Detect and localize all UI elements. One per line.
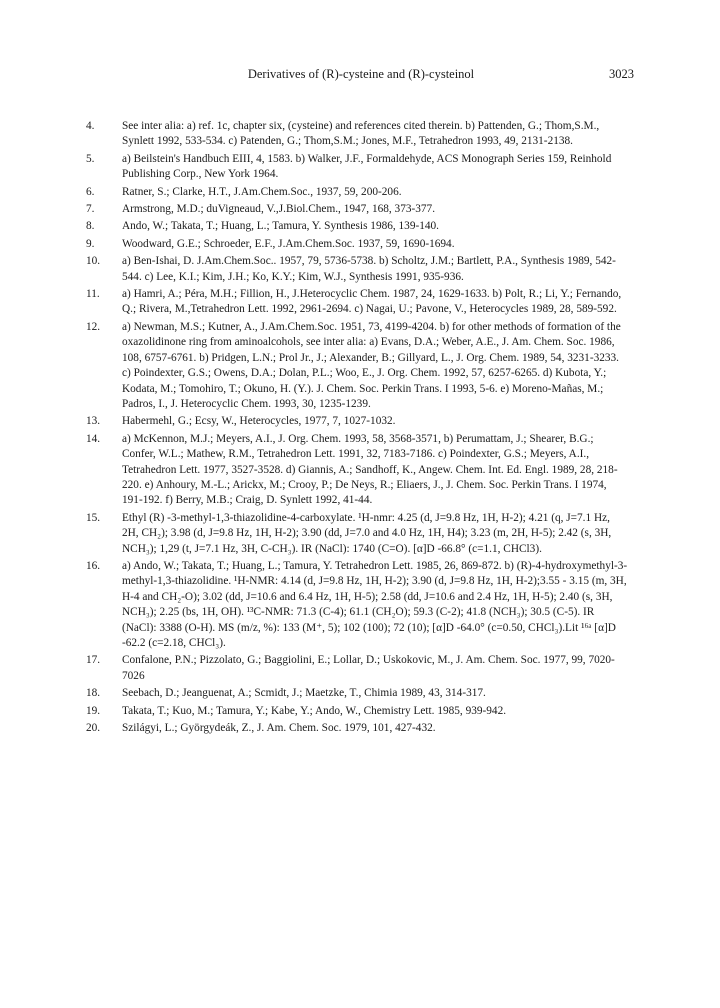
reference-number: 17. [86, 654, 101, 667]
reference-item [86, 287, 628, 318]
reference-item [86, 320, 628, 412]
reference-item [86, 653, 628, 684]
reference-number: 6. [86, 185, 95, 198]
reference-number: 19. [86, 704, 101, 717]
reference-number: 8. [86, 220, 95, 233]
reference-item [86, 202, 628, 217]
reference-number: 15. [86, 511, 101, 524]
reference-text: a) Newman, M.S.; Kutner, A., J.Am.Chem.Soc. 1951, 73, 4199-4204. b) for other methods of formation of the oxazolidinone ring from aminoalcohols, see inter alia: a) Evans, D.A.; Weber, A.E., J. Am. Chem. Soc. 1986, 108, 6757-6761. b) Pridgen, L.N.; Prol Jr., J.; Alexander, B.; Gillyard, L., J. Org. Chem. 1989, 54, 3231-3233. c) Poindexter, G.S.; Owens, D.A.; Dolan, P.L.; Woo, E., J. Org. Chem. 1992, 57, 6257-6265. d) Kubota, Y.; Kodata, M.; Tomohiro, T.; Okuno, H. (Y.). J. Chem. Soc. Perkin Trans. I 1993, 5-6. e) Moreno-Mañas, M.; Padros, I., J. Heterocyclic Chem. 1993, 30, 1235-1239. [122, 320, 621, 410]
reference-text: a) Hamri, A.; Péra, M.H.; Fillion, H., J.Heterocyclic Chem. 1987, 24, 1629-1633. b) Polt, R.; Li, Y.; Fernando, Q.; Rivera, M.,Tetrahedron Lett. 1992, 2961-2694. c) Nagai, U.; Pavone, V., Heterocycles 1989, 28, 589-592. [122, 288, 622, 316]
reference-number: 4. [86, 120, 95, 132]
reference-number: 12. [86, 320, 101, 333]
reference-number: 20. [86, 722, 101, 735]
reference-item [86, 704, 628, 719]
reference-number: 13. [86, 415, 101, 428]
reference-text: Ethyl (R) -3-methyl-1,3-thiazolidine-4-carboxylate. ¹H-nmr: 4.25 (d, J=9.8 Hz, 1H, H-2); 4.21 (q, J=7.1 Hz, 2H, CH₂); 3.98 (d, J=9.8 Hz, 1H, H-2); 3.90 (dd, J=7.0 and 4.0 Hz, 1H, H4); 3.23 (m, 2H, H-5); 2.42 (s, 3H, NCH₃); 1,29 (t, J=7.1 Hz, 3H, C-CH₃). IR (NaCl): 1740 (C=O). [α]D -66.8° (c=1.1, CHCl3). [122, 511, 612, 555]
reference-text: Ando, W.; Takata, T.; Huang, L.; Tamura, Y. Synthesis 1986, 139-140. [122, 220, 440, 233]
reference-number: 10. [86, 255, 101, 268]
reference-item [86, 152, 628, 183]
reference-text: Szilágyi, L.; Györgydeák, Z., J. Am. Chem. Soc. 1979, 101, 427-432. [122, 722, 436, 735]
reference-number: 7. [86, 203, 95, 216]
reference-number: 18. [86, 687, 101, 700]
reference-item [86, 511, 628, 557]
reference-item [86, 686, 628, 701]
reference-item [86, 432, 628, 509]
reference-number: 14. [86, 432, 101, 445]
reference-text: Seebach, D.; Jeanguenat, A.; Scmidt, J.; Maetzke, T., Chimia 1989, 43, 314-317. [122, 687, 486, 700]
reference-text: Ratner, S.; Clarke, H.T., J.Am.Chem.Soc., 1937, 59, 200-206. [122, 185, 402, 198]
reference-item [86, 237, 628, 252]
page-number: 3023 [609, 67, 634, 81]
reference-number: 5. [86, 152, 95, 165]
reference-text: Woodward, G.E.; Schroeder, E.F., J.Am.Chem.Soc. 1937, 59, 1690-1694. [122, 237, 455, 250]
reference-text: Takata, T.; Kuo, M.; Tamura, Y.; Kabe, Y.; Ando, W., Chemistry Lett. 1985, 939-942. [122, 704, 507, 717]
reference-text: a) Beilstein's Handbuch EIII, 4, 1583. b) Walker, J.F., Formaldehyde, ACS Monograph Series 159, Reinhold Publishing Corp., New York 1964. [122, 152, 612, 181]
reference-text: a) Ando, W.; Takata, T.; Huang, L.; Tamura, Y. Tetrahedron Lett. 1985, 26, 869-872. b) (R)-4-hydroxymethyl-3-methyl-1,3-thiazolidine. ¹H-NMR: 4.14 (d, J=9.8 Hz, 1H, H-2); 3.90 (d, J=9.8 Hz, 1H, H-2);3.55 - 3.15 (m, 3H, H-4 and CH₂-O); 3.02 (dd, J=10.6 and 6.4 Hz, 1H, H-5); 2.58 (dd, J=10.6 and 2.4 Hz, 1H, H-5); 2.40 (s, 3H, NCH₃); 2.25 (bs, 1H, OH). ¹³C-NMR: 71.3 (C-4); 61.1 (CH₂O); 59.3 (C-2); 41.8 (NCH₃); 30.5 (C-5). IR (NaCl): 3388 (O-H). MS (m/z, %): 133 (M⁺, 5); 102 (100); 72 (10); [α]D -64.0° (c=0.50, CHCl₃).Lit ¹⁶ᵃ [α]D -62.2 (c=2.18, CHCl₃). [122, 559, 628, 649]
reference-number: 11. [86, 288, 100, 301]
reference-item [86, 119, 628, 150]
reference-item [86, 254, 628, 285]
reference-item [86, 414, 628, 429]
reference-number: 9. [86, 237, 95, 250]
running-title: Derivatives of (R)-cysteine and (R)-cysteinol [247, 67, 475, 81]
reference-number: 16. [86, 559, 101, 572]
reference-item [86, 559, 628, 651]
reference-text: a) McKennon, M.J.; Meyers, A.I., J. Org. Chem. 1993, 58, 3568-3571, b) Perumattam, J.; Shearer, B.G.; Confer, W.L.; Mathew, R.M., Tetrahedron Lett. 1991, 32, 7183-7186. c) Poindexter, G.S.; Meyers, A.I., Tetrahedron Lett. 1977, 3527-3528. d) Giannis, A.; Sandhoff, K., Angew. Chem. Int. Ed. Engl. 1989, 28, 218-220. e) Anhoury, M.-L.; Arickx, M.; Crooy, P.; De Neys, R.; Eliaers, J., J. Chem. Soc. Perkin Trans. I 1974, 191-192. f) Berry, M.B.; Craig, D. Synlett 1992, 41-44. [122, 432, 618, 507]
reference-text: a) Ben-Ishai, D. J.Am.Chem.Soc.. 1957, 79, 5736-5738. b) Scholtz, J.M.; Bartlett, P.A., Synthesis 1989, 542-544. c) Lee, K.I.; Kim, J.H.; Ko, K.Y.; Kim, W.J., Synthesis 1991, 935-936. [122, 255, 616, 283]
reference-item [86, 185, 628, 200]
reference-text: See inter alia: a) ref. 1c, chapter six, (cysteine) and references cited therein. b) Pattenden, G.; Thom,S.M., Synlett 1992, 533-534. c) Patenden, G.; Thom,S.M.; Jones, M.F., Tetrahedron 1993, 49, 2131-2138. [122, 120, 600, 148]
reference-text: Confalone, P.N.; Pizzolato, G.; Baggiolini, E.; Lollar, D.; Uskokovic, M., J. Am. Chem. Soc. 1977, 99, 7020-7026 [122, 654, 615, 682]
reference-item [86, 219, 628, 234]
reference-text: Habermehl, G.; Ecsy, W., Heterocycles, 1977, 7, 1027-1032. [122, 415, 396, 428]
reference-item [86, 721, 628, 736]
reference-text: Armstrong, M.D.; duVigneaud, V.,J.Biol.Chem., 1947, 168, 373-377. [122, 203, 436, 216]
reference-list [86, 119, 628, 738]
